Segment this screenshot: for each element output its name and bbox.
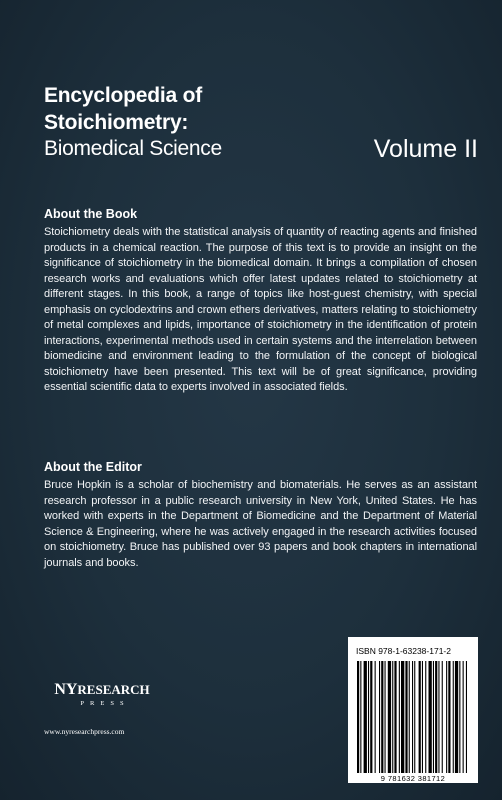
book-title: [44, 82, 202, 136]
publisher-logo-ny: NY: [54, 681, 78, 698]
barcode-panel: [348, 637, 478, 783]
about-book-heading: About the Book: [44, 207, 138, 221]
about-editor-heading: About the Editor: [44, 460, 142, 474]
barcode-digits: 9 781632 381712: [380, 774, 446, 783]
publisher-url: www.nyresearchpress.com: [44, 727, 125, 736]
title-line-1: Encyclopedia of: [44, 84, 203, 107]
volume-label: Volume II: [373, 135, 478, 163]
publisher-logo: [44, 683, 160, 708]
title-line-2: Stoichiometry:: [44, 111, 189, 134]
publisher-logo-press: PRESS: [80, 700, 130, 707]
publisher-wordmark: [44, 683, 160, 697]
about-editor-text: Bruce Hopkin is a scholar of biochemistry and biomaterials. He serves as an assistant research professor in a public research university in New York, United States. He has worked with experts in the Department of Biomedicine and the Department of Material Science & Engineering, where he was actively engaged in the research activities focused on stoichiometry. Bruce has published over 93 papers and book chapters in international journals and books.: [44, 479, 477, 569]
publisher-logo-research: RESEARCH: [77, 682, 150, 697]
isbn-number: ISBN 978-1-63238-171-2: [356, 646, 451, 656]
ean13-barcode-icon: [355, 661, 471, 773]
about-book-text: Stoichiometry deals with the statistical analysis of quantity of reacting agents and finished products in a chemical reaction. The purpose of this text is to provide an insight on the significance of stoichiometry in the biomedical domain. It brings a compilation of chosen research works and evaluations which offer latest updates related to stoichiometry at different stages. In this book, a range of topics like host-guest chemistry, with special emphasis on cyclodextrins and crown ethers derivatives, matters relating to stoichiometry of metal complexes and lipids, importance of stoichiometry in the identification of protein interactions, experimental methods used in certain systems and the interrelation between biomedicine and environment leading to the formulation of the concept of biological stoichiometry have been presented. This text will be of great significance, providing essential scientific data to experts involved in associated fields.: [44, 226, 477, 393]
book-subtitle: Biomedical Science: [44, 137, 222, 160]
